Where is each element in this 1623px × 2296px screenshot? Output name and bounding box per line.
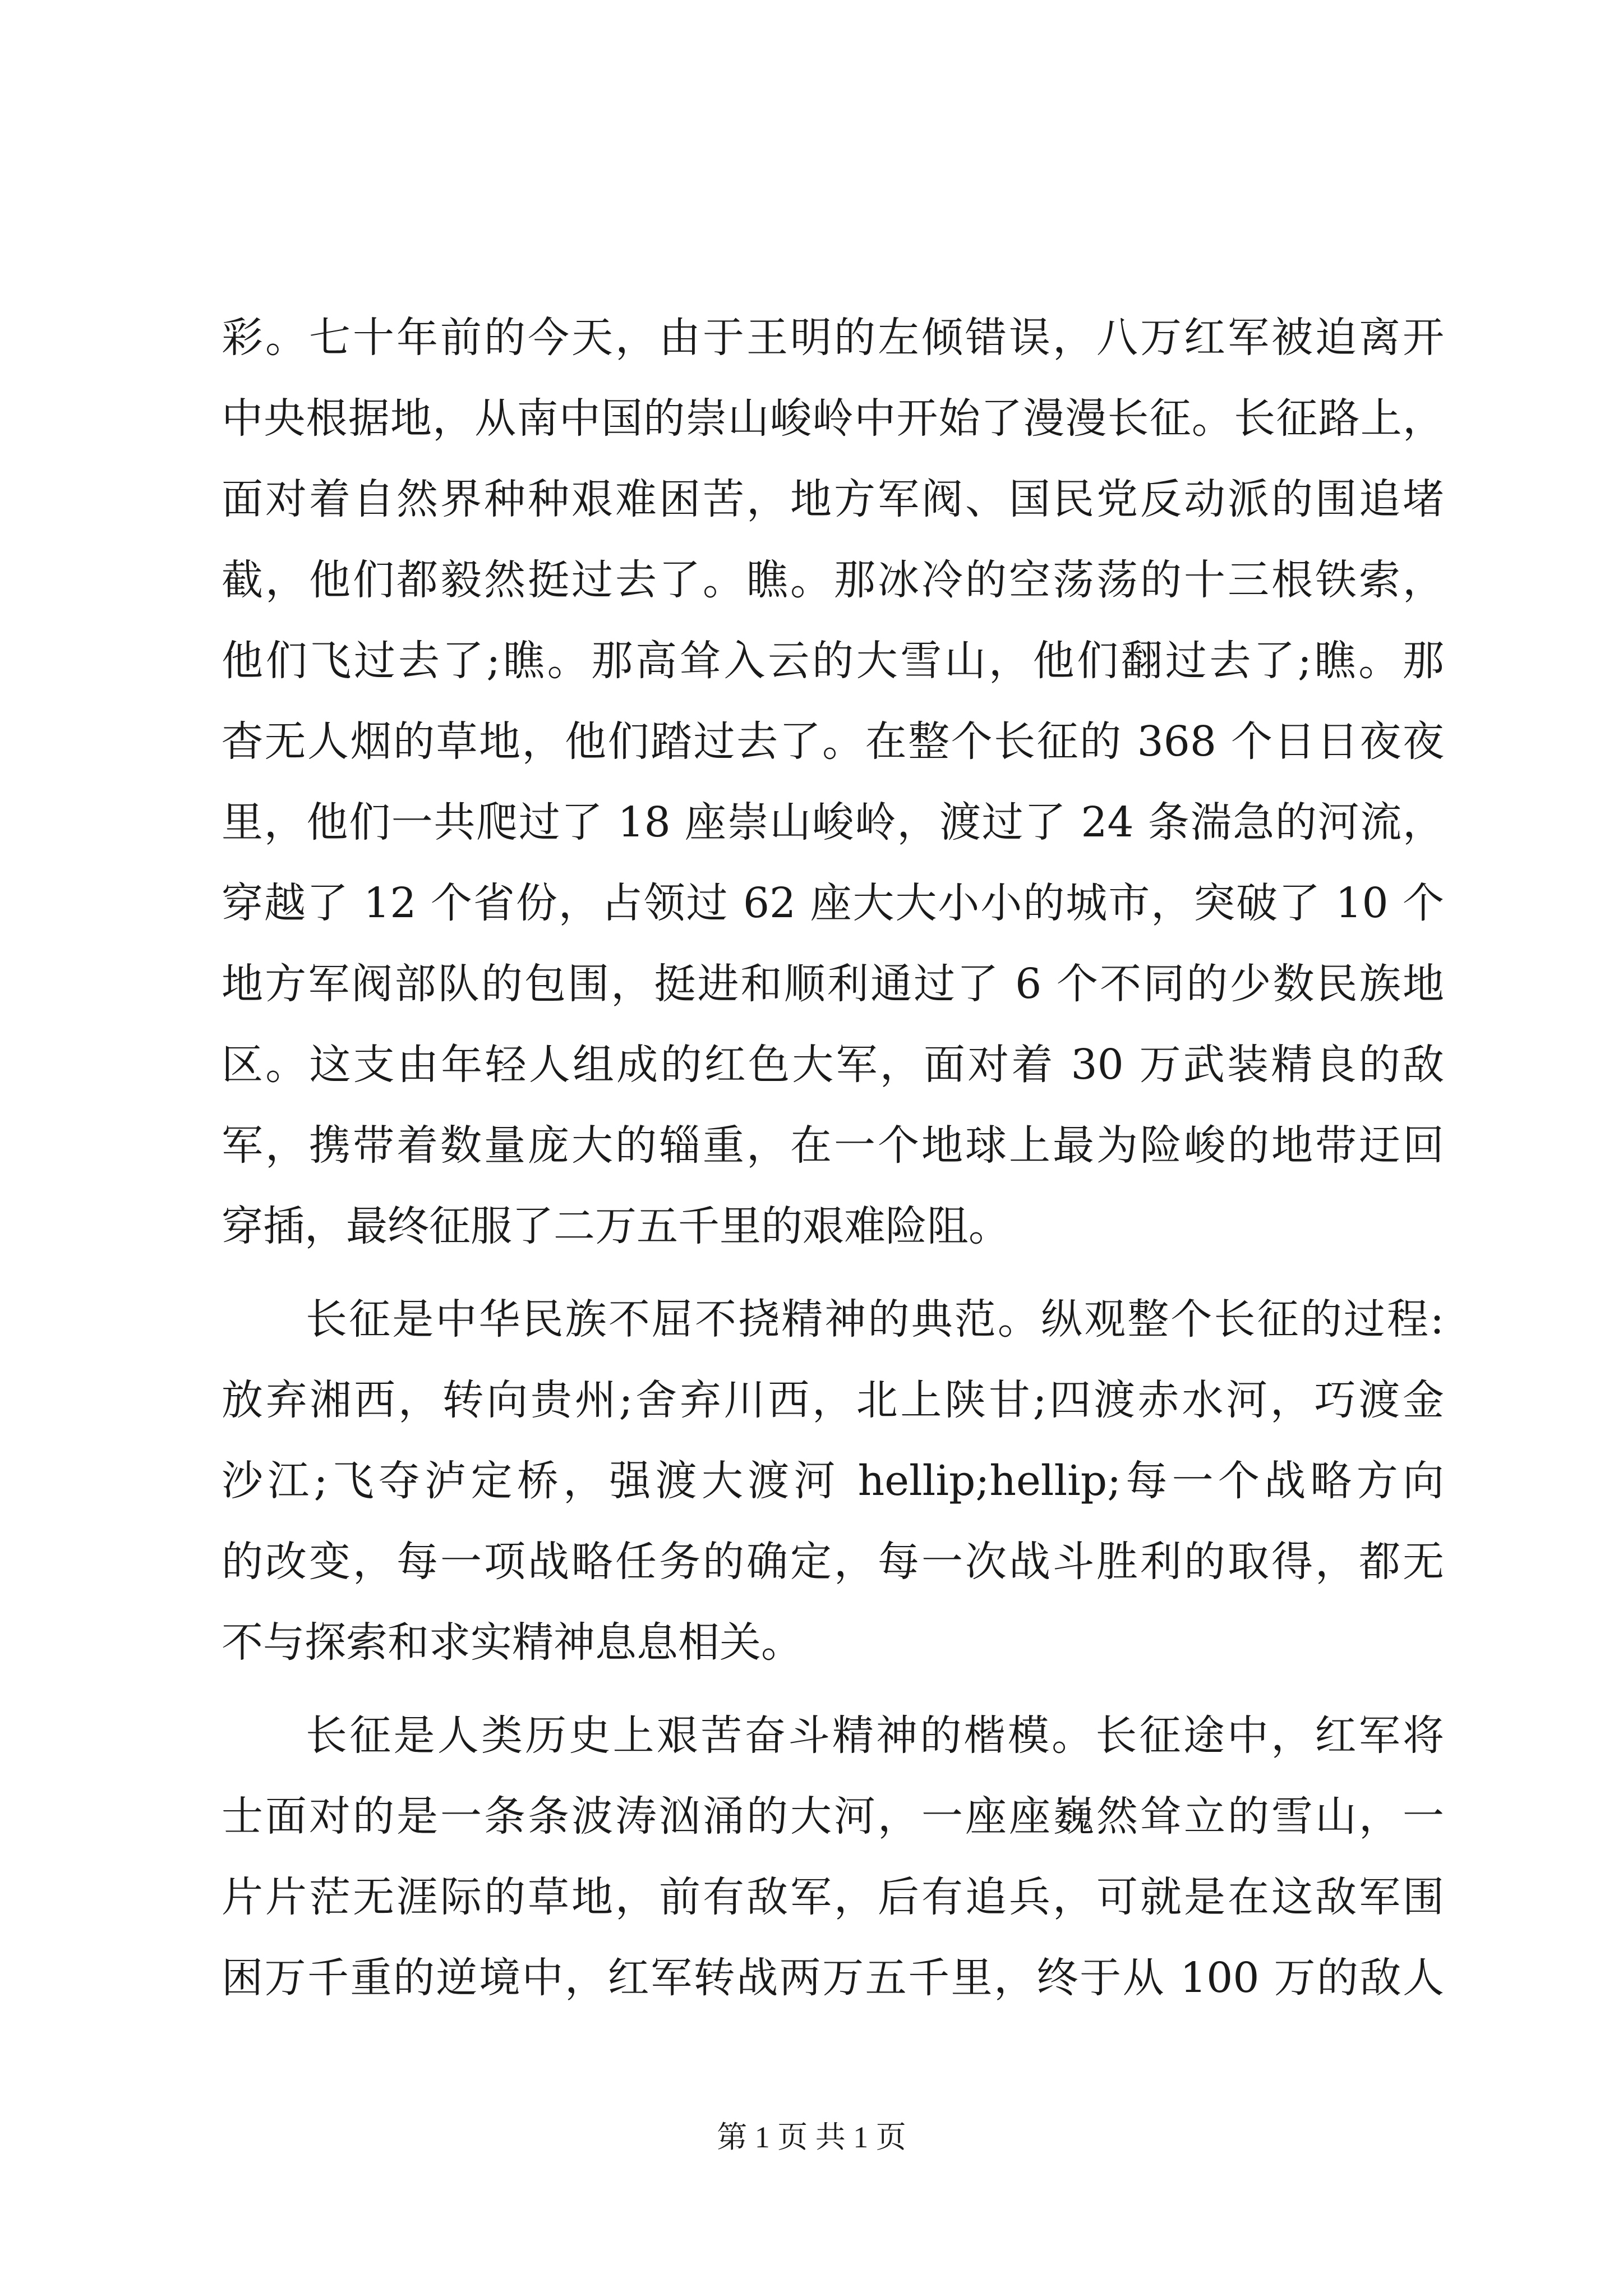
paragraph [222, 1695, 1444, 2018]
text-line: 他们飞过去了;瞧。那高耸入云的大雪山，他们翻过去了;瞧。那 [222, 637, 1444, 685]
paragraph [222, 297, 1444, 1267]
text-line: 长征是人类历史上艰苦奋斗精神的楷模。长征途中，红军将 [306, 1711, 1444, 1760]
text-line: 穿越了 12 个省份，占领过 62 座大大小小的城市，突破了 10 个 [222, 879, 1444, 927]
page-footer: 第 1 页 共 1 页 [717, 2120, 906, 2154]
text-line: 不与探索和求实精神息息相关。 [222, 1618, 803, 1667]
document-body [222, 297, 1444, 2018]
text-line: 长征是中华民族不屈不挠精神的典范。纵观整个长征的过程: [306, 1295, 1444, 1343]
paragraph-gap [222, 1267, 1444, 1279]
text-line: 地方军阀部队的包围，挺进和顺利通过了 6 个不同的少数民族地 [222, 960, 1444, 1008]
paragraph [222, 1279, 1444, 1683]
text-line: 的改变，每一项战略任务的确定，每一次战斗胜利的取得，都无 [222, 1538, 1444, 1586]
text-line: 困万千重的逆境中，红军转战两万五千里，终于从 100 万的敌人 [222, 1954, 1444, 2002]
text-line: 区。这支由年轻人组成的红色大军，面对着 30 万武装精良的敌 [222, 1041, 1444, 1089]
paragraph-gap [222, 1683, 1444, 1695]
text-line: 士面对的是一条条波涛汹涌的大河，一座座巍然耸立的雪山，一 [222, 1792, 1444, 1841]
text-line: 中央根据地，从南中国的崇山峻岭中开始了漫漫长征。长征路上， [222, 394, 1444, 443]
text-line: 放弃湘西，转向贵州;舍弃川西，北上陕甘;四渡赤水河，巧渡金 [222, 1376, 1444, 1424]
text-line: 面对着自然界种种艰难困苦，地方军阀、国民党反动派的围追堵 [222, 475, 1444, 523]
text-line: 沙江;飞夺泸定桥，强渡大渡河 hellip;hellip;每一个战略方向 [222, 1457, 1444, 1505]
text-line: 穿插，最终征服了二万五千里的艰难险阻。 [222, 1202, 1010, 1250]
text-line: 彩。七十年前的今天，由于王明的左倾错误，八万红军被迫离开 [222, 314, 1444, 362]
text-line: 军，携带着数量庞大的辎重，在一个地球上最为险峻的地带迂回 [222, 1121, 1444, 1170]
text-line: 片片茫无涯际的草地，前有敌军，后有追兵，可就是在这敌军围 [222, 1873, 1444, 1921]
text-line: 里，他们一共爬过了 18 座崇山峻岭，渡过了 24 条湍急的河流， [222, 798, 1444, 846]
text-line: 截，他们都毅然挺过去了。瞧。那冰冷的空荡荡的十三根铁索， [222, 556, 1444, 604]
text-line: 杳无人烟的草地，他们踏过去了。在整个长征的 368 个日日夜夜 [222, 717, 1444, 766]
